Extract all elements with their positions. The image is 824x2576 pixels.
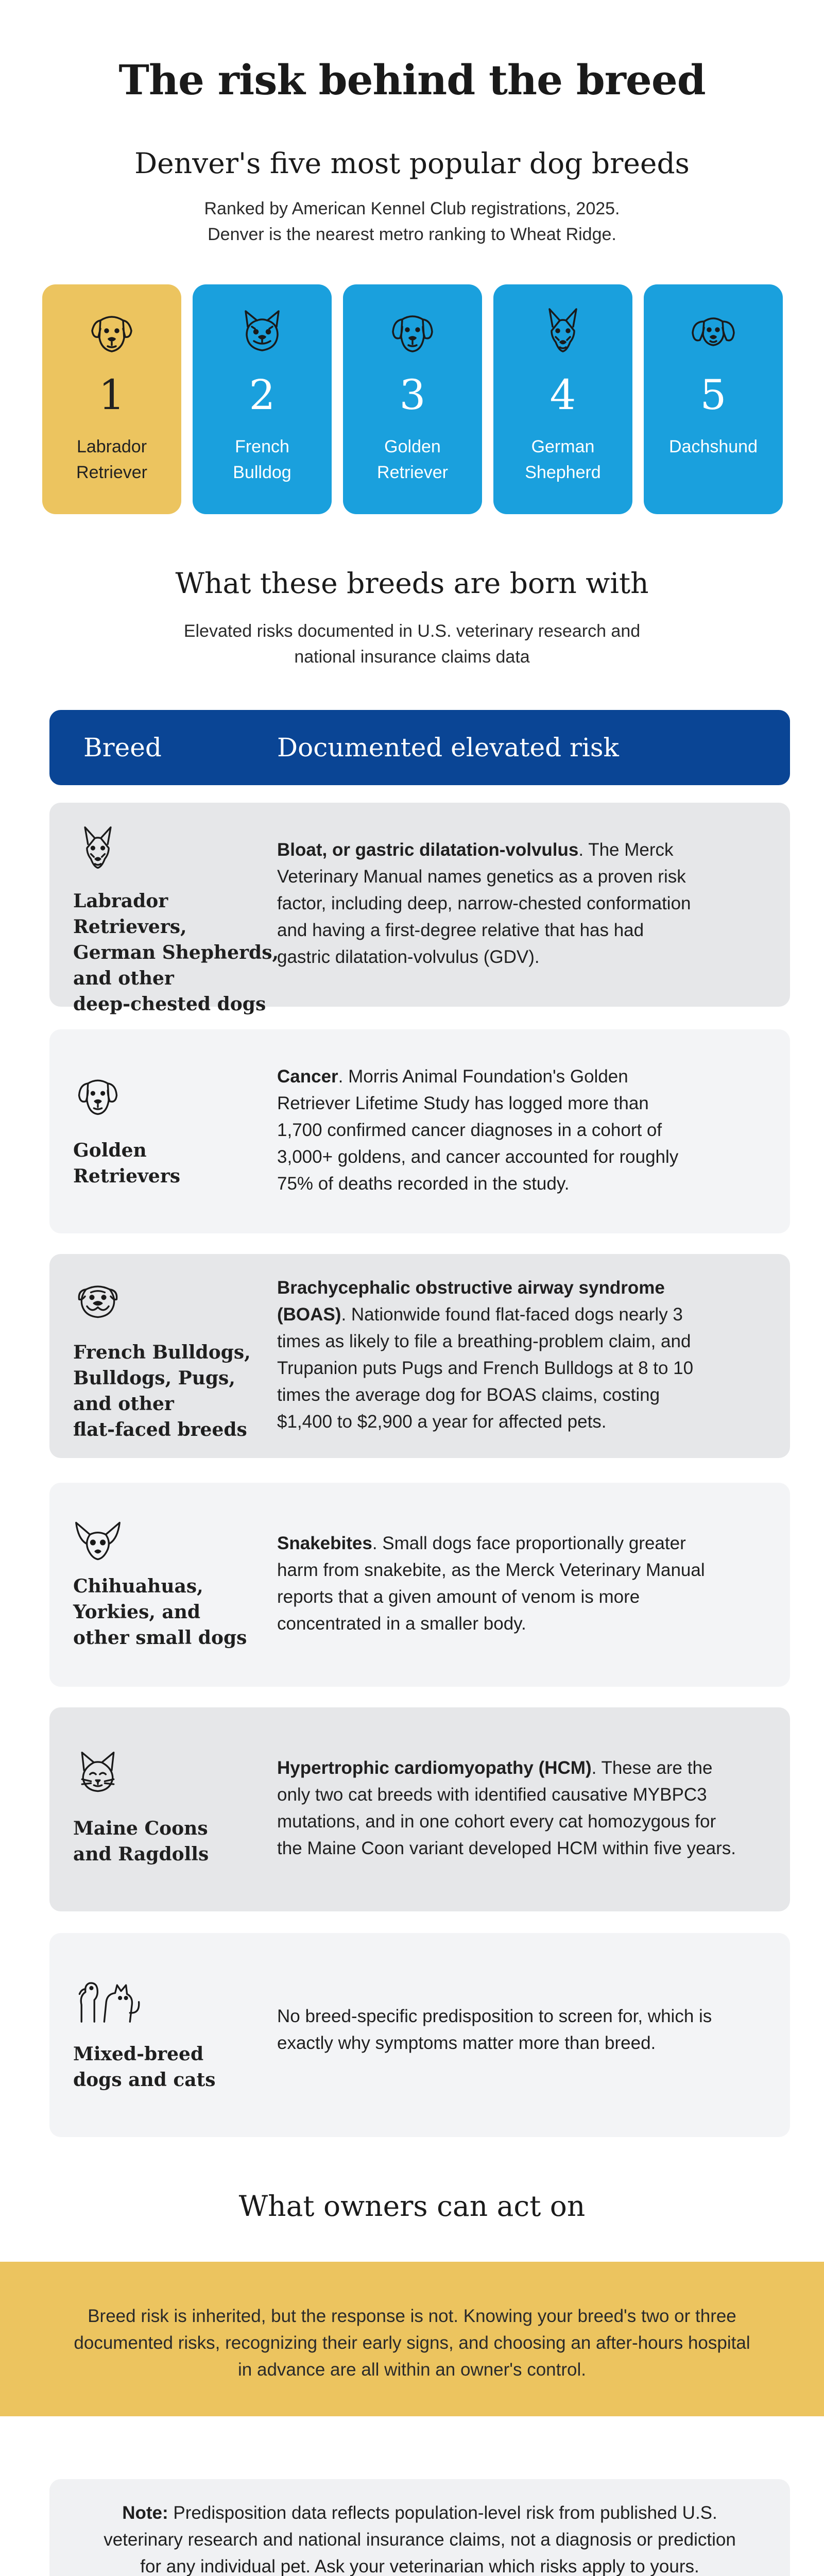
risk-text: times as likely to file a breathing-problem claim, and (277, 1331, 691, 1351)
breed-name-line: Labrador (76, 437, 147, 456)
golden-retriever-icon (387, 306, 438, 358)
breed-line: deep-chested dogs (73, 993, 266, 1015)
risk-breed-name (73, 1340, 279, 1443)
breed-line: Chihuahuas, (73, 1575, 203, 1597)
breed-name-line: German (531, 437, 595, 456)
breed-name-line: French (235, 437, 289, 456)
breed-line: Labrador Retrievers, (73, 890, 187, 938)
breed-line: and other (73, 968, 174, 989)
risk-description (277, 2003, 777, 2057)
dog-and-cat-icon (73, 1974, 145, 2024)
ranking-note (0, 196, 824, 247)
german-shepherd-icon (537, 306, 589, 358)
risk-description (277, 1755, 777, 1862)
risk-row-mixed-breed (49, 1933, 790, 2137)
risk-name: Bloat, or gastric dilatation-volvulus (277, 840, 579, 860)
risk-name: Cancer (277, 1066, 338, 1087)
act-on-line: Breed risk is inherited, but the response is not. Knowing your breed's two or three (88, 2306, 736, 2326)
risk-text: Veterinary Manual names genetics as a proven risk (277, 867, 686, 887)
breed-name-line: Retriever (76, 463, 147, 482)
act-on-line: in advance are all within an owner's control. (238, 2360, 586, 2380)
breed-rank-number: 1 (98, 371, 125, 419)
breed-line: French Bulldogs, (73, 1342, 251, 1363)
risk-text: . Nationwide found flat-faced dogs nearly 3 (341, 1304, 683, 1325)
act-on-band (0, 2262, 824, 2416)
breed-name-line: Golden (384, 437, 441, 456)
risk-text: $1,400 to $2,900 a year for affected pets. (277, 1412, 607, 1432)
act-on-text (46, 2303, 778, 2383)
breed-name-line: Shepherd (525, 463, 601, 482)
risk-row-flat-faced (49, 1254, 790, 1458)
risk-row-deep-chested (49, 803, 790, 1015)
note-text (65, 2500, 775, 2576)
breed-card-dachshund (644, 284, 783, 514)
born-with-sub-line: national insurance claims data (294, 647, 530, 667)
ranking-note-line: Ranked by American Kennel Club registrations, 2025. (204, 199, 620, 218)
breed-line: Mixed-breed (73, 2043, 204, 2065)
note-line: Predisposition data reflects population-level risk from published U.S. (168, 2503, 717, 2523)
breed-card-name (499, 434, 627, 485)
breed-card-golden-retriever (343, 284, 482, 514)
chihuahua-icon (73, 1517, 123, 1566)
risk-description (277, 837, 777, 971)
risk-description (277, 1530, 777, 1637)
breed-line: Yorkies, and (73, 1601, 201, 1623)
risk-row-cats (49, 1707, 790, 1911)
breed-card-labrador (42, 284, 181, 514)
breed-rank-number: 2 (249, 371, 276, 419)
breed-card-name (348, 434, 477, 485)
born-with-sub-line: Elevated risks documented in U.S. veterinary research and (183, 621, 641, 641)
risk-text: . These are the (591, 1758, 713, 1778)
note-box (49, 2479, 790, 2576)
labrador-icon (86, 306, 138, 358)
born-with-subheading (0, 618, 824, 670)
risk-text: Retriever Lifetime Study has logged more than (277, 1093, 649, 1113)
maine-coon-cat-icon (73, 1749, 123, 1798)
dachshund-icon (688, 306, 739, 358)
breed-rank-cards (42, 284, 784, 514)
risk-text: No breed-specific predisposition to screen for, which is (277, 2006, 712, 2026)
breed-card-name (649, 434, 778, 460)
breed-card-german-shepherd (493, 284, 632, 514)
column-header-risk: Documented elevated risk (277, 733, 619, 762)
risk-breed-name (73, 2041, 279, 2093)
risk-text: only two cat breeds with identified causative MYBPC3 (277, 1785, 707, 1805)
risk-text: harm from snakebite, as the Merck Veterinary Manual (277, 1560, 705, 1580)
breed-line: and other (73, 1393, 174, 1415)
risk-text: exactly why symptoms matter more than breed. (277, 2033, 656, 2053)
german-shepherd-icon (73, 824, 123, 874)
risk-description (277, 1063, 777, 1197)
risk-text: gastric dilatation-volvulus (GDV). (277, 947, 540, 967)
risk-text: 3,000+ goldens, and cancer accounted for roughly (277, 1147, 679, 1167)
risk-text: concentrated in a smaller body. (277, 1614, 526, 1634)
breed-line: flat-faced breeds (73, 1419, 247, 1440)
breed-card-name (198, 434, 327, 485)
risk-breed-name (73, 1138, 279, 1189)
risk-text: . The Merck (578, 840, 674, 860)
risk-text: Trupanion puts Pugs and French Bulldogs at 8 to 10 (277, 1358, 694, 1378)
ranking-note-line: Denver is the nearest metro ranking to Wheat Ridge. (208, 225, 616, 244)
risk-text: factor, including deep, narrow-chested conformation (277, 893, 691, 913)
breed-name-line: Bulldog (233, 463, 291, 482)
popular-breeds-heading: Denver's five most popular dog breeds (134, 147, 690, 180)
breed-rank-number: 3 (399, 371, 426, 419)
risk-text: 75% of deaths recorded in the study. (277, 1174, 570, 1194)
golden-retriever-icon (73, 1071, 123, 1120)
breed-line: other small dogs (73, 1627, 247, 1649)
risk-row-golden-retrievers (49, 1029, 790, 1233)
act-on-heading: What owners can act on (238, 2190, 586, 2223)
risk-row-small-dogs (49, 1483, 790, 1687)
risk-name: Hypertrophic cardiomyopathy (HCM) (277, 1758, 592, 1778)
breed-name-line: Retriever (377, 463, 448, 482)
risk-name: Snakebites (277, 1533, 372, 1553)
risk-table-header (49, 710, 790, 785)
born-with-heading: What these breeds are born with (175, 567, 649, 600)
risk-breed-name (73, 888, 279, 1017)
risk-name: Brachycephalic obstructive airway syndrome (277, 1278, 665, 1298)
risk-text: . Small dogs face proportionally greater (372, 1533, 686, 1553)
breed-line: German Shepherds, (73, 942, 279, 963)
breed-rank-number: 4 (550, 371, 576, 419)
breed-rank-number: 5 (700, 371, 727, 419)
breed-line: Golden (73, 1140, 147, 1161)
column-header-breed: Breed (83, 733, 162, 762)
risk-breed-name (73, 1573, 279, 1651)
page-title: The risk behind the breed (118, 56, 706, 104)
risk-text: mutations, and in one cohort every cat homozygous for (277, 1811, 716, 1832)
bulldog-icon (73, 1275, 123, 1324)
risk-text: the Maine Coon variant developed HCM within five years. (277, 1838, 736, 1858)
breed-card-french-bulldog (193, 284, 332, 514)
breed-line: Maine Coons (73, 1818, 208, 1839)
breed-name-line: Dachshund (668, 437, 758, 456)
risk-description (277, 1275, 777, 1435)
note-label: Note: (122, 2503, 168, 2523)
breed-line: and Ragdolls (73, 1843, 209, 1865)
breed-line: dogs and cats (73, 2069, 216, 2091)
note-line: for any individual pet. Ask your veterinarian which risks apply to yours. (140, 2556, 699, 2576)
breed-line: Bulldogs, Pugs, (73, 1367, 235, 1389)
risk-breed-name (73, 1816, 279, 1867)
risk-text: and having a first-degree relative that has had (277, 920, 644, 940)
note-line: veterinary research and national insurance claims, not a diagnosis or prediction (104, 2530, 736, 2550)
act-on-line: documented risks, recognizing their early signs, and choosing an after-hours hospital (74, 2333, 750, 2353)
risk-name: (BOAS) (277, 1304, 341, 1325)
breed-line: Retrievers (73, 1165, 181, 1187)
risk-text: reports that a given amount of venom is more (277, 1587, 640, 1607)
risk-text: . Morris Animal Foundation's Golden (338, 1066, 628, 1087)
breed-card-name (47, 434, 176, 485)
risk-text: times the average dog for BOAS claims, costing (277, 1385, 660, 1405)
french-bulldog-icon (236, 306, 288, 358)
risk-text: 1,700 confirmed cancer diagnoses in a cohort of (277, 1120, 662, 1140)
